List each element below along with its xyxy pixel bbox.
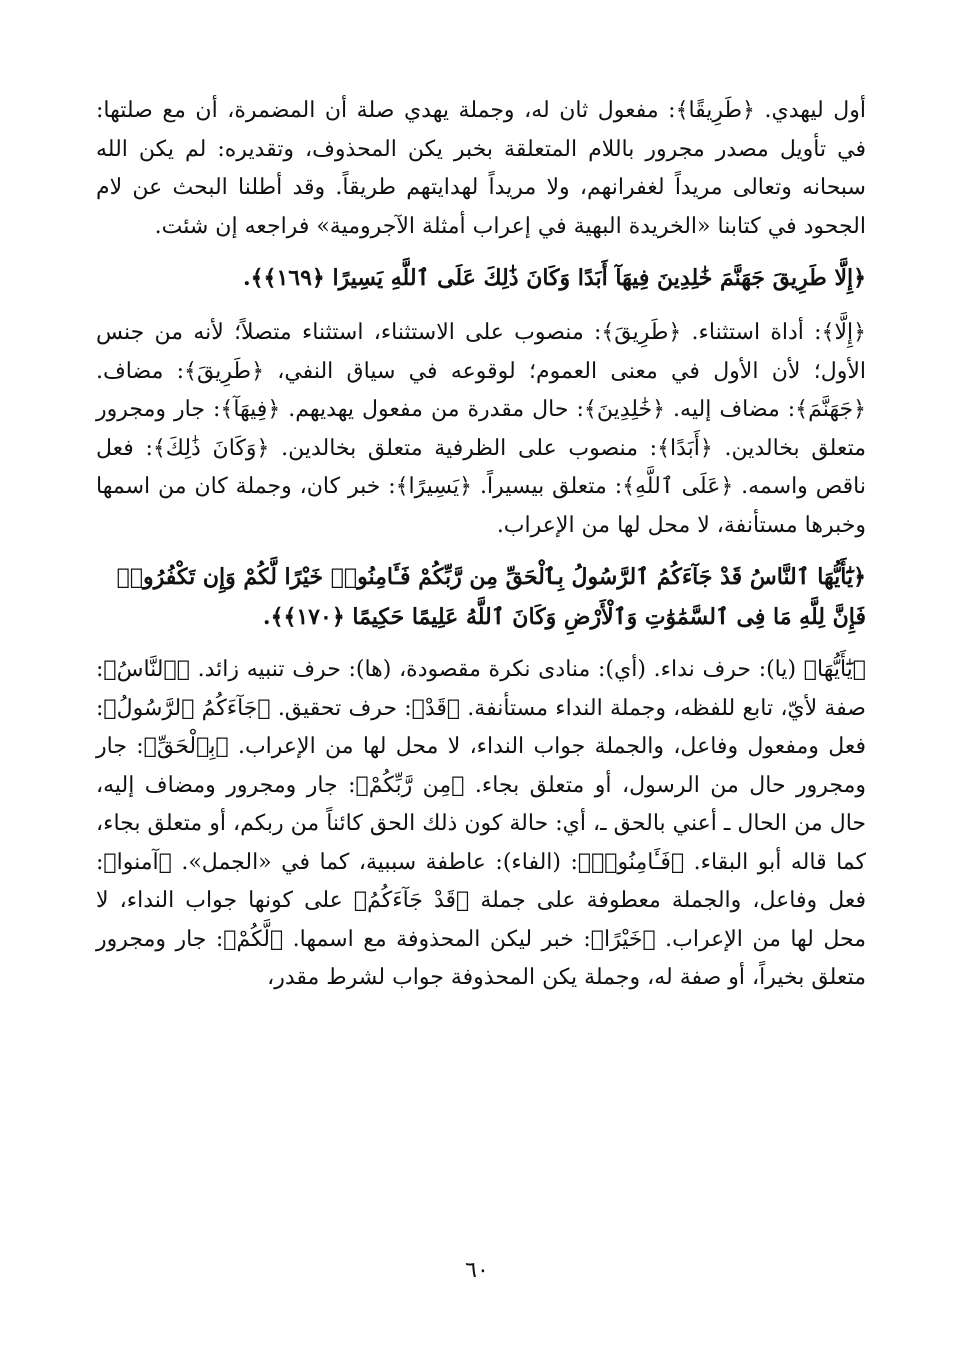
quran-verse-170: ﴿يَٰٓأَيُّهَا ٱلنَّاسُ قَدْ جَآءَكُمُ ٱلرَّسُولُ بِٱلْحَقِّ مِن رَّبِّكُمْ فَـَٔامِنُوا۟ خَيْرًا لَّكُمْ وَإِن تَكْفُرُوا۟ فَإِنَّ لِلَّهِ مَا فِى ٱلسَّمَٰوَٰتِ وَٱلْأَرْضِ وَكَانَ ٱللَّهُ عَلِيمًا حَكِيمًا ﴿١٧٠﴾﴾. [116,564,866,630]
paragraph-analysis-169: ﴿إِلَّا﴾: أداة استثناء. ﴿طَرِيقَ﴾: منصوب على الاستثناء، استثناء متصلاً؛ لأنه من جنس الأول؛ لأن الأول في معنى العموم؛ لوقوعه في سياق النفي، ﴿طَرِيقَ﴾: مضاف. ﴿جَهَنَّمَ﴾: مضاف إليه. ﴿خَٰلِدِينَ﴾: حال مقدرة من مفعول يهديهم. ﴿فِيهَآ﴾: جار ومجرور متعلق بخالدين. ﴿أَبَدًا﴾: منصوب على الظرفية متعلق بخالدين. ﴿وَكَانَ ذَٰلِكَ﴾: فعل ناقص واسمه. ﴿عَلَى ٱللَّهِ﴾: متعلق بيسيراً. ﴿يَسِيرًا﴾: خبر كان، وجملة كان من اسمها وخبرها مستأنفة، لا محل لها من الإعراب. [96,320,866,538]
paragraph-analysis-170: ﴿يَٰٓأَيُّهَا﴾ (يا): حرف نداء. (أي): منادى نكرة مقصودة، (ها): حرف تنبيه زائد. ﴿ٱلنَّاسُ﴾: صفة لأيّ، تابع للفظه، وجملة النداء مستأنفة. ﴿قَدْ﴾: حرف تحقيق. ﴿جَآءَكُمُ ٱلرَّسُولُ﴾: فعل ومفعول وفاعل، والجملة جواب النداء، لا محل لها من الإعراب. ﴿بِٱلْحَقِّ﴾: جار ومجرور حال من الرسول، أو متعلق بجاء. ﴿مِن رَّبِّكُمْ﴾: جار ومجرور ومضاف إليه، حال من الحال ـ أعني بالحق ـ، أي: حالة كون ذلك الحق كائناً من ربكم، أو متعلق بجاء، كما قاله أبو البقاء. ﴿فَـَٔامِنُوا۟﴾: (الفاء): عاطفة سببية، كما في «الجمل». ﴿آمنوا﴾: فعل وفاعل، والجملة معطوفة على جملة ﴿قَدْ جَآءَكُمُ﴾ على كونها جواب النداء، لا محل لها من الإعراب. ﴿خَيْرًا﴾: خبر ليكن المحذوفة مع اسمها. ﴿لَّكُمْ﴾: جار ومجرور متعلق بخيراً، أو صفة له، وجملة يكن المحذوفة جواب لشرط مقدر، [96,657,866,990]
page-number: ٦٠ [465,1258,489,1283]
quran-verse-169: ﴿إِلَّا طَرِيقَ جَهَنَّمَ خَٰلِدِينَ فِيهَآ أَبَدًا وَكَانَ ذَٰلِكَ عَلَى ٱللَّهِ يَسِيرًا ﴿١٦٩﴾﴾. [243,265,866,291]
paragraph-intro: أول ليهدي. ﴿طَرِيقًا﴾: مفعول ثان له، وجملة يهدي صلة أن المضمرة، أن مع صلتها: في تأويل مصدر مجرور باللام المتعلقة بخبر يكن المحذوف، وتقديره: لم يكن الله سبحانه وتعالى مريداً لغفرانهم، ولا مريداً لهدايتهم طريقاً. وقد أطلنا البحث عن لام الجحود في كتابنا «الخريدة البهية في إعراب أمثلة الآجرومية» فراجعه إن شئت. [96,98,866,239]
page-body [96,88,866,1010]
